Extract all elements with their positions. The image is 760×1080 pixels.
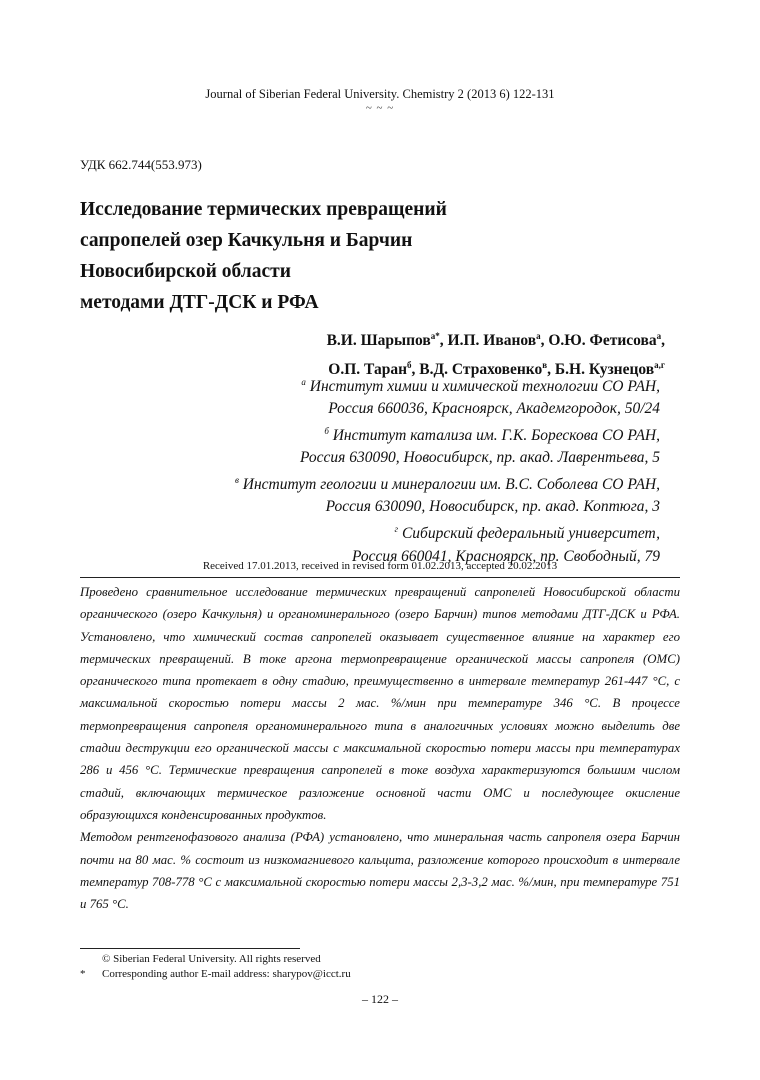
affiliation-mark: г — [394, 524, 399, 535]
author-separator: , — [411, 361, 420, 379]
affiliation-address: Россия 660041, Красноярск, пр. Свободный, 79 — [351, 547, 660, 565]
title-line: Новосибирской области — [80, 261, 291, 282]
author-affil-mark: а,г — [654, 360, 665, 371]
affiliation-address: Россия 660036, Красноярск, Академгородок, 50/24 — [328, 400, 660, 418]
affiliation-mark: б — [324, 426, 329, 437]
affiliation-line — [235, 371, 660, 398]
received-dates: Received 17.01.2013, received in revised form 01.02.2013, accepted 20.02.2013 — [202, 560, 558, 572]
affiliation-mark: а — [301, 377, 306, 387]
abstract — [80, 581, 680, 915]
author-name: В.И. Шарыпов — [326, 332, 431, 350]
abstract-paragraph: Методом рентгенофазового анализа (РФА) установлено, что минеральная часть сапропеля озера Барчин почти на 80 мас. % состоит из низкомагниевого кальцита, разложение которого происходит в интервале температур 708-778 °С с максимальной скоростью потери массы 2,3-3,2 мас. %/мин, при температуре 751 и 765 °С. — [80, 830, 680, 912]
author-separator: , — [540, 332, 549, 350]
author-affil-mark: а — [656, 331, 662, 341]
author-line — [327, 324, 665, 353]
abstract-paragraph: Проведено сравнительное исследование термических превращений сапропелей Новосибирской области органического (озеро Качкульня) и органоминерального (озеро Барчин) типов методами ДТГ-ДСК и РФА. Установлено, что химический состав сапропелей оказывает существенное влияние на характер его термических превращений. В токе аргона термопревращение органической массы сапропеля (ОМС) органического типа протекает в одну стадию, преимущественно в интервале температур 261-447 °С, с максимальной скоростью потери массы 2 мас. %/мин при температуре 346 °С. В процессе термопревращения сапропеля органоминерального типа в аналогичных условиях можно выделить две стадии деструкции его органической массы с максимальной скоростью потери массы при температурах 286 и 456 °С. Термические превращения сапропелей в токе воздуха характеризуются большим числом стадий, включающих термическое разложение основной части ОМС и последующее окисление образующихся конденсированных продуктов. — [80, 585, 680, 822]
author-separator: , — [661, 332, 665, 350]
page-number: – 122 – — [362, 992, 398, 1006]
journal-header: Journal of Siberian Federal University. Chemistry 2 (2013 6) 122-131 — [205, 87, 555, 101]
footnote-mark: * — [80, 968, 86, 980]
author-name: И.П. Иванов — [447, 332, 537, 350]
affiliation-institute: Институт химии и химической технологии СО РАН, — [309, 378, 660, 396]
author-affil-mark: б — [407, 360, 412, 371]
author-name: О.Ю. Фетисова — [548, 332, 657, 350]
title-line: сапропелей озер Качкульня и Барчин — [80, 230, 413, 251]
author-affil-mark: а* — [430, 331, 440, 341]
footnote — [80, 952, 351, 967]
author-affil-mark: а — [536, 331, 541, 341]
author-separator: , — [547, 361, 555, 379]
title-line: Исследование термических превращений — [80, 199, 447, 220]
author-name: Б.Н. Кузнецов — [554, 361, 655, 379]
author-name: В.Д. Страховенко — [419, 361, 543, 379]
title-line: методами ДТГ-ДСК и РФА — [80, 292, 319, 313]
affiliation-line — [235, 518, 660, 545]
abstract-divider — [80, 577, 680, 578]
affiliation-line — [235, 420, 660, 447]
footnote — [80, 967, 351, 982]
affiliation-institute: Институт катализа им. Г.К. Борескова СО РАН, — [332, 427, 660, 445]
udk-code: УДК 662.744(553.973) — [80, 157, 202, 172]
affiliation-address: Россия 630090, Новосибирск, пр. акад. Лаврентьева, 5 — [299, 449, 660, 467]
affiliation-line — [235, 469, 660, 496]
footnote-text: © Siberian Federal University. All rights reserved — [102, 953, 321, 965]
footnote-divider — [80, 948, 300, 949]
author-name: О.П. Таран — [328, 361, 408, 379]
footnotes — [80, 952, 351, 982]
affiliation-mark: в — [234, 475, 239, 486]
footnote-text: Corresponding author E-mail address: sharypov@icct.ru — [102, 968, 351, 980]
affiliation-institute: Сибирский федеральный университет, — [401, 525, 660, 543]
header-separator: ~ ~ ~ — [365, 102, 395, 114]
affiliation-address: Россия 630090, Новосибирск, пр. акад. Коптюга, 3 — [325, 498, 660, 516]
affiliation-institute: Институт геологии и минералогии им. В.С. Соболева СО РАН, — [242, 476, 660, 494]
author-affil-mark: в — [542, 360, 548, 371]
footnote-mark — [80, 952, 102, 967]
article-title — [80, 194, 680, 318]
affiliations — [235, 371, 660, 568]
author-separator: , — [439, 332, 448, 350]
